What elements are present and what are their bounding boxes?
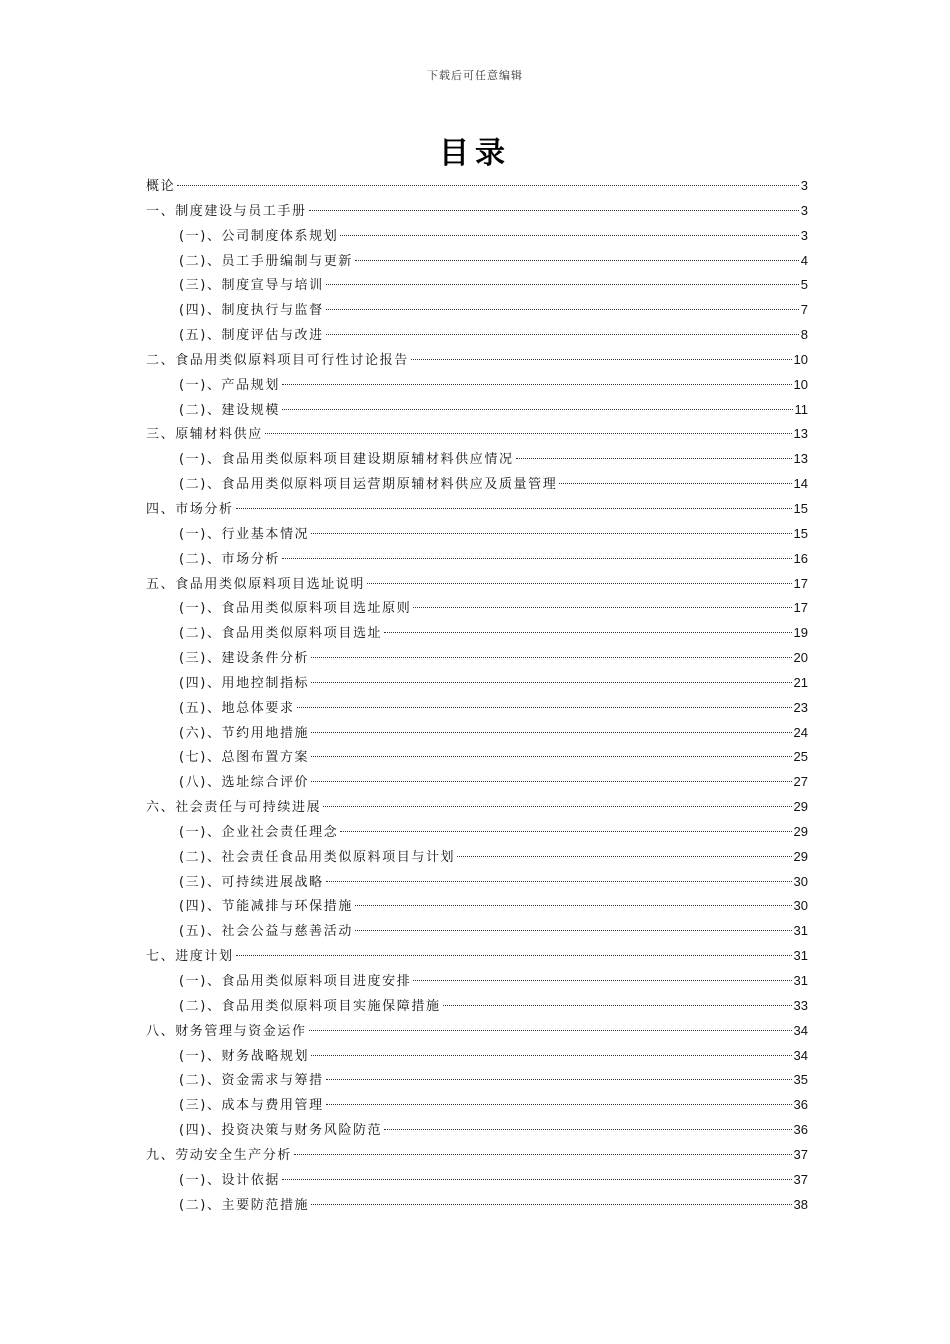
toc-entry-title: (二)、建设规模 — [179, 402, 280, 418]
toc-entry-title: (二)、食品用类似原料项目实施保障措施 — [179, 998, 441, 1014]
toc-dot-leader — [516, 458, 792, 459]
toc-page-number: 17 — [793, 600, 808, 616]
toc-page-number: 31 — [793, 948, 808, 964]
toc-entry[interactable] — [146, 348, 808, 373]
toc-entry[interactable] — [146, 323, 808, 348]
toc-entry-title: (三)、制度宣导与培训 — [179, 278, 324, 294]
toc-page-number: 11 — [794, 401, 808, 417]
toc-page-number: 29 — [793, 823, 808, 839]
toc-page-number: 14 — [793, 476, 808, 492]
toc-dot-leader — [236, 508, 792, 509]
toc-entry-title: (二)、食品用类似原料项目运营期原辅材料供应及质量管理 — [179, 477, 558, 493]
toc-dot-leader — [559, 483, 791, 484]
toc-page-number: 29 — [793, 848, 808, 864]
toc-entry[interactable] — [146, 845, 808, 870]
toc-page-number: 3 — [800, 227, 808, 243]
toc-page-number: 37 — [793, 1171, 808, 1187]
toc-entry-title: (一)、食品用类似原料项目建设期原辅材料供应情况 — [179, 452, 514, 468]
toc-entry-title: (二)、主要防范措施 — [179, 1197, 310, 1213]
toc-dot-leader — [311, 657, 791, 658]
toc-page-number: 31 — [793, 923, 808, 939]
toc-entry[interactable] — [146, 795, 808, 820]
toc-page-number: 29 — [793, 799, 808, 815]
toc-entry-title: (一)、食品用类似原料项目进度安排 — [179, 974, 412, 989]
toc-entry-title: 九、劳动安全生产分析 — [146, 1147, 293, 1163]
toc-entry-title: (二)、市场分析 — [179, 551, 280, 567]
toc-page-number: 23 — [793, 699, 808, 715]
toc-entry-title: (一)、公司制度体系规划 — [179, 228, 339, 244]
toc-entry-title: (一)、财务战略规划 — [179, 1048, 310, 1064]
toc-entry-title: (二)、食品用类似原料项目选址 — [179, 626, 383, 642]
toc-entry[interactable] — [146, 547, 808, 572]
toc-dot-leader — [457, 856, 791, 857]
toc-entry-title: (八)、选址综合评价 — [179, 775, 310, 791]
toc-entry[interactable] — [146, 1168, 808, 1193]
toc-entry-title: 四、市场分析 — [146, 501, 234, 517]
toc-entry[interactable] — [146, 1118, 808, 1143]
toc-entry-title: (四)、制度执行与监督 — [179, 303, 324, 319]
toc-entry[interactable] — [146, 870, 808, 895]
toc-page-number: 15 — [793, 525, 808, 541]
toc-dot-leader — [311, 1055, 791, 1056]
toc-page-number: 36 — [793, 1122, 808, 1138]
toc-entry-title: (五)、制度评估与改进 — [179, 328, 324, 344]
toc-entry[interactable] — [146, 522, 808, 547]
toc-dot-leader — [367, 583, 792, 584]
toc-page-number: 10 — [793, 376, 808, 392]
toc-dot-leader — [326, 334, 799, 335]
toc-dot-leader — [294, 1154, 792, 1155]
toc-entry[interactable] — [146, 398, 808, 423]
toc-dot-leader — [265, 433, 792, 434]
toc-entry[interactable] — [146, 696, 808, 721]
toc-dot-leader — [311, 732, 791, 733]
toc-dot-leader — [411, 359, 792, 360]
toc-entry-title: (四)、用地控制指标 — [179, 675, 310, 691]
toc-dot-leader — [282, 1179, 792, 1180]
toc-page-number: 35 — [793, 1072, 808, 1088]
toc-dot-leader — [309, 1030, 792, 1031]
toc-dot-leader — [443, 1005, 792, 1006]
toc-entry-title: (一)、企业社会责任理念 — [179, 824, 339, 840]
toc-entry[interactable] — [146, 273, 808, 298]
toc-page-number: 34 — [793, 1047, 808, 1063]
toc-dot-leader — [311, 1204, 791, 1205]
toc-entry[interactable] — [146, 621, 808, 646]
toc-entry[interactable] — [146, 894, 808, 919]
toc-entry[interactable] — [146, 646, 808, 671]
toc-entry[interactable] — [146, 969, 808, 994]
toc-entry-title: (五)、地总体要求 — [179, 700, 295, 716]
toc-entry-title: (二)、员工手册编制与更新 — [179, 253, 353, 269]
toc-page-number: 5 — [800, 277, 808, 293]
toc-entry-title: (四)、投资决策与财务风险防范 — [179, 1123, 383, 1139]
header-note: 下载后可任意编辑 — [427, 69, 523, 82]
toc-dot-leader — [326, 881, 792, 882]
toc-entry-title: 八、财务管理与资金运作 — [146, 1023, 307, 1039]
toc-entry[interactable] — [146, 249, 808, 274]
toc-entry[interactable] — [146, 596, 808, 621]
toc-entry[interactable] — [146, 1068, 808, 1093]
toc-entry[interactable] — [146, 422, 808, 447]
toc-page-number: 25 — [793, 749, 808, 765]
toc-page-number: 17 — [793, 575, 808, 591]
toc-entry-title: (一)、产品规划 — [179, 377, 280, 393]
toc-entry-title: (三)、建设条件分析 — [179, 651, 310, 667]
toc-page-number: 13 — [793, 426, 808, 442]
toc-entry[interactable] — [146, 1093, 808, 1118]
toc-dot-leader — [177, 185, 799, 186]
toc-entry-title: (五)、社会公益与慈善活动 — [179, 924, 353, 940]
toc-entry-title: (一)、食品用类似原料项目选址原则 — [179, 601, 412, 617]
toc-entry-title: (二)、资金需求与筹措 — [179, 1073, 324, 1089]
toc-page-number: 37 — [793, 1146, 808, 1162]
toc-entry-title: (三)、成本与费用管理 — [179, 1098, 324, 1114]
toc-page-number: 36 — [793, 1097, 808, 1113]
toc-entry[interactable] — [146, 572, 808, 597]
toc-entry[interactable] — [146, 919, 808, 944]
toc-entry[interactable] — [146, 770, 808, 795]
toc-page-number: 34 — [793, 1022, 808, 1038]
toc-entry-title: (一)、设计依据 — [179, 1172, 280, 1188]
toc-dot-leader — [340, 235, 798, 236]
toc-entry[interactable] — [146, 745, 808, 770]
toc-entry[interactable] — [146, 199, 808, 224]
toc-entry[interactable] — [146, 447, 808, 472]
toc-dot-leader — [282, 384, 792, 385]
toc-page-number: 30 — [793, 898, 808, 914]
toc-page-number: 19 — [793, 625, 808, 641]
toc-dot-leader — [311, 682, 791, 683]
toc-entry[interactable] — [146, 1143, 808, 1168]
toc-dot-leader — [297, 707, 792, 708]
toc-page-number: 3 — [800, 202, 808, 218]
toc-page-number: 8 — [800, 327, 808, 343]
page-title: 目录 — [439, 136, 511, 171]
toc-entry-title: 三、原辅材料供应 — [146, 427, 263, 443]
toc-dot-leader — [340, 831, 791, 832]
toc-page-number: 16 — [793, 550, 808, 566]
toc-page-number: 33 — [793, 997, 808, 1013]
toc-dot-leader — [326, 1079, 792, 1080]
toc-dot-leader — [413, 980, 791, 981]
toc-page-number: 15 — [793, 500, 808, 516]
toc-dot-leader — [311, 781, 791, 782]
toc-entry[interactable] — [146, 174, 808, 199]
toc-entry-title: (一)、行业基本情况 — [179, 526, 310, 542]
toc-entry[interactable] — [146, 820, 808, 845]
toc-dot-leader — [384, 1129, 791, 1130]
toc-dot-leader — [355, 930, 792, 931]
toc-entry[interactable] — [146, 994, 808, 1019]
toc-dot-leader — [282, 558, 792, 559]
toc-entry-title: 概论 — [146, 179, 176, 194]
toc-dot-leader — [323, 806, 791, 807]
toc-page-number: 10 — [793, 351, 808, 367]
toc-dot-leader — [309, 210, 799, 211]
toc-page-number: 38 — [793, 1196, 808, 1212]
toc-entry[interactable] — [146, 373, 808, 398]
toc-dot-leader — [326, 284, 799, 285]
toc-entry[interactable] — [146, 1019, 808, 1044]
toc-entry[interactable] — [146, 298, 808, 323]
toc-dot-leader — [311, 533, 791, 534]
toc-entry[interactable] — [146, 472, 808, 497]
toc-dot-leader — [413, 607, 791, 608]
toc-page-number: 24 — [793, 724, 808, 740]
toc-entry-title: 二、食品用类似原料项目可行性讨论报告 — [146, 352, 409, 368]
toc-entry-title: (六)、节约用地措施 — [179, 725, 310, 741]
toc-entry[interactable] — [146, 497, 808, 522]
toc-dot-leader — [355, 905, 792, 906]
toc-entry-title: 五、食品用类似原料项目选址说明 — [146, 576, 366, 592]
toc-dot-leader — [311, 756, 791, 757]
toc-dot-leader — [282, 409, 793, 410]
toc-entry-title: (三)、可持续进展战略 — [179, 874, 324, 890]
toc-entry-title: 一、制度建设与员工手册 — [146, 203, 307, 219]
toc-entry[interactable] — [146, 944, 808, 969]
toc-entry[interactable] — [146, 671, 808, 696]
toc-page-number: 31 — [793, 973, 808, 988]
toc-page-number: 27 — [793, 774, 808, 790]
toc-page-number: 7 — [800, 302, 808, 318]
toc-entry[interactable] — [146, 224, 808, 249]
toc-dot-leader — [326, 1104, 792, 1105]
toc-page-number: 3 — [800, 178, 808, 193]
toc-page-number: 13 — [793, 451, 808, 467]
toc-entry-title: (二)、社会责任食品用类似原料项目与计划 — [179, 849, 456, 865]
toc-page-number: 4 — [800, 252, 808, 268]
toc-entry-title: 六、社会责任与可持续进展 — [146, 800, 322, 816]
toc-page-number: 21 — [793, 674, 808, 690]
toc-entry[interactable] — [146, 1193, 808, 1218]
toc-page-number: 20 — [793, 650, 808, 666]
toc-dot-leader — [384, 632, 791, 633]
toc-dot-leader — [326, 309, 799, 310]
toc-entry[interactable] — [146, 721, 808, 746]
toc-entry-title: (七)、总图布置方案 — [179, 750, 310, 766]
toc-page-number: 30 — [793, 873, 808, 889]
toc-dot-leader — [236, 955, 792, 956]
toc-dot-leader — [355, 260, 799, 261]
toc-entry[interactable] — [146, 1044, 808, 1069]
toc-entry-title: (四)、节能减排与环保措施 — [179, 899, 353, 915]
table-of-contents — [146, 174, 808, 1217]
toc-entry-title: 七、进度计划 — [146, 949, 234, 965]
